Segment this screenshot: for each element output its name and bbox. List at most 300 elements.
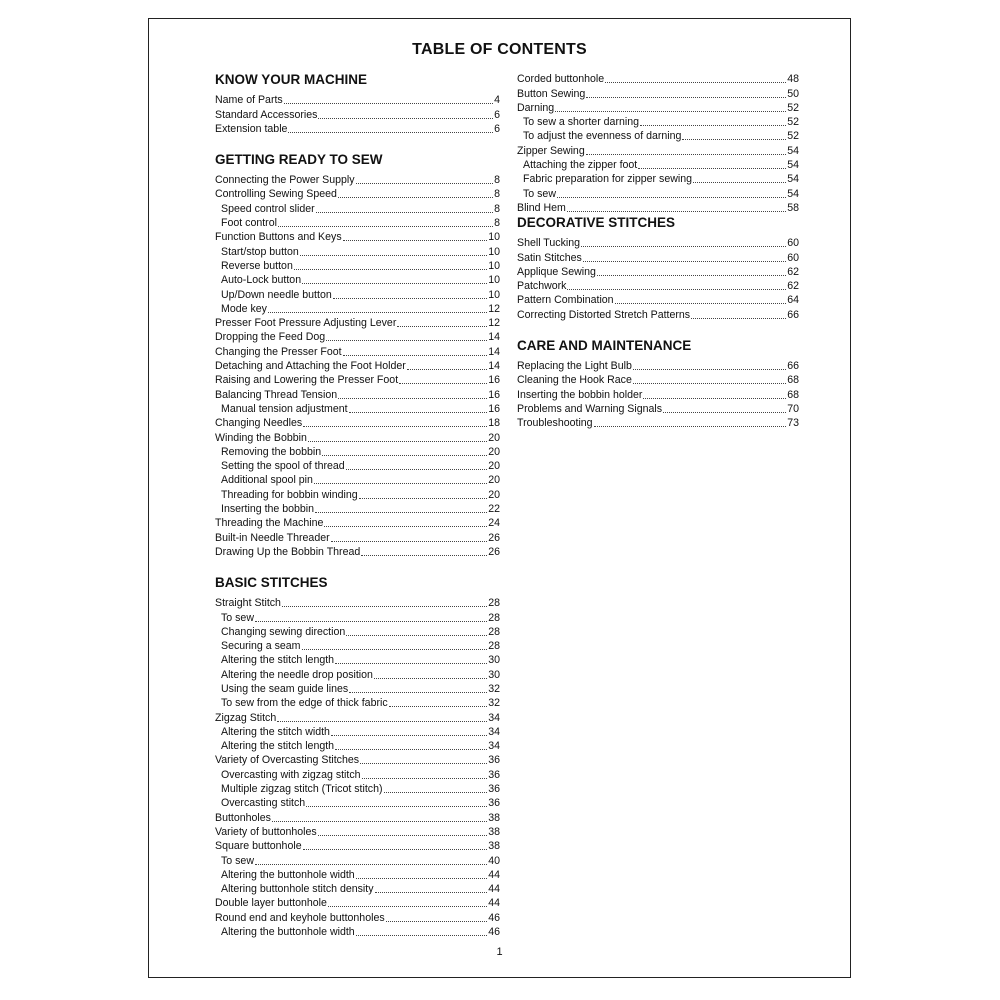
toc-entry[interactable] [215, 502, 500, 516]
toc-entry-page: 44 [488, 883, 500, 896]
toc-entry-page: 16 [488, 402, 500, 415]
toc-entry-label: Presser Foot Pressure Adjusting Lever [215, 317, 397, 330]
toc-entry-label: Shell Tucking [517, 237, 581, 250]
dot-leader [346, 469, 488, 470]
dot-leader [343, 355, 488, 356]
toc-entry[interactable] [517, 186, 799, 200]
dot-leader [691, 318, 786, 319]
toc-entry-label: Up/Down needle button [221, 288, 332, 301]
toc-entry[interactable] [215, 330, 500, 344]
dot-leader [586, 154, 786, 155]
toc-entry-label: Buttonholes [215, 811, 271, 824]
toc-entry-page: 4 [494, 94, 500, 107]
dot-leader [315, 512, 487, 513]
dot-leader [567, 211, 786, 212]
toc-entry-label: Patchwork [517, 280, 567, 293]
toc-entry[interactable] [215, 316, 500, 330]
toc-entry-page: 40 [488, 854, 500, 867]
dot-leader [302, 649, 488, 650]
toc-entry-label: Satin Stitches [517, 251, 582, 264]
toc-entry-page: 66 [787, 360, 799, 373]
toc-entry-label: Removing the bobbin [221, 445, 322, 458]
toc-entry[interactable] [215, 445, 500, 459]
dot-leader [360, 763, 487, 764]
toc-entry-label: Blind Hem [517, 201, 566, 214]
toc-entry-label: To sew [523, 187, 556, 200]
toc-entry[interactable] [215, 825, 500, 839]
toc-entry[interactable] [215, 93, 500, 107]
toc-entry-page: 8 [494, 174, 500, 187]
toc-entry-page: 14 [488, 360, 500, 373]
toc-entry-label: Troubleshooting [517, 417, 593, 430]
section-heading-decorative-stitches: DECORATIVE STITCHES [517, 214, 676, 230]
toc-entry-page: 34 [488, 711, 500, 724]
toc-entry-label: Manual tension adjustment [221, 402, 348, 415]
toc-entry-page: 52 [787, 116, 799, 129]
toc-entry[interactable] [215, 682, 500, 696]
toc-entry[interactable] [215, 107, 500, 121]
toc-entry-page: 32 [488, 697, 500, 710]
dot-leader [349, 692, 487, 693]
dot-leader [663, 412, 786, 413]
toc-entry[interactable] [215, 216, 500, 230]
toc-entry-label: Pattern Combination [517, 294, 614, 307]
page-title: TABLE OF CONTENTS [412, 41, 587, 58]
toc-entry-page: 52 [787, 130, 799, 143]
toc-entry-label: Winding the Bobbin [215, 431, 307, 444]
dot-leader [316, 212, 493, 213]
toc-entry[interactable] [215, 596, 500, 610]
toc-entry-page: 36 [488, 783, 500, 796]
toc-entry[interactable] [517, 373, 799, 387]
toc-entry-page: 50 [787, 87, 799, 100]
toc-entry-page: 54 [787, 159, 799, 172]
dot-leader [359, 498, 488, 499]
toc-entry[interactable] [517, 265, 799, 279]
toc-entry-page: 12 [488, 317, 500, 330]
toc-entry[interactable] [215, 487, 500, 501]
toc-entry-label: Cleaning the Hook Race [517, 374, 632, 387]
toc-entry[interactable] [215, 473, 500, 487]
toc-entry[interactable] [517, 86, 799, 100]
toc-entry-page: 10 [488, 274, 500, 287]
page-number: 1 [496, 946, 503, 958]
dot-leader [361, 555, 487, 556]
toc-entry-page: 34 [488, 725, 500, 738]
toc-entry-page: 26 [488, 545, 500, 558]
toc-entry[interactable] [517, 416, 799, 430]
dot-leader [557, 197, 786, 198]
toc-entry-label: Straight Stitch [215, 597, 281, 610]
toc-entry-page: 70 [787, 402, 799, 415]
toc-entry[interactable] [215, 882, 500, 896]
toc-entry-label: Using the seam guide lines [221, 682, 349, 695]
dot-leader [338, 197, 493, 198]
toc-entry-label: Additional spool pin [221, 474, 313, 487]
dot-leader [331, 541, 488, 542]
dot-leader [294, 269, 487, 270]
toc-entry[interactable] [215, 653, 500, 667]
toc-entry-page: 20 [488, 474, 500, 487]
toc-entry-page: 44 [488, 897, 500, 910]
toc-entry[interactable] [215, 344, 500, 358]
toc-entry[interactable] [215, 767, 500, 781]
toc-entry-page: 64 [787, 294, 799, 307]
toc-entry[interactable] [215, 230, 500, 244]
toc-entry-page: 44 [488, 868, 500, 881]
dot-leader [302, 283, 487, 284]
toc-entry-label: Altering the buttonhole width [221, 868, 355, 881]
toc-entry[interactable] [215, 625, 500, 639]
dot-leader [605, 82, 786, 83]
toc-entry-page: 20 [488, 431, 500, 444]
toc-entry-label: Changing sewing direction [221, 625, 346, 638]
dot-leader [282, 606, 487, 607]
toc-entry[interactable] [215, 373, 500, 387]
dot-leader [335, 749, 487, 750]
dot-leader [615, 303, 787, 304]
toc-entry-page: 8 [494, 217, 500, 230]
toc-entry-page: 22 [488, 503, 500, 516]
toc-entry-label: Overcasting with zigzag stitch [221, 768, 361, 781]
toc-entry-page: 38 [488, 811, 500, 824]
toc-entry[interactable] [215, 530, 500, 544]
toc-entry[interactable] [517, 72, 799, 86]
toc-entry-page: 66 [787, 308, 799, 321]
dot-leader [314, 483, 487, 484]
section-heading-basic-stitches: BASIC STITCHES [215, 574, 328, 590]
toc-entry[interactable] [215, 739, 500, 753]
toc-entry[interactable] [215, 545, 500, 559]
toc-entry[interactable] [215, 782, 500, 796]
toc-entry-label: Button Sewing [517, 87, 586, 100]
toc-entry-page: 46 [488, 926, 500, 939]
toc-entry-page: 16 [488, 374, 500, 387]
toc-entry-page: 36 [488, 754, 500, 767]
toc-entry[interactable] [215, 201, 500, 215]
dot-leader [583, 261, 786, 262]
dot-leader [375, 892, 488, 893]
dot-leader [328, 906, 487, 907]
dot-leader [268, 312, 487, 313]
toc-entry-label: Applique Sewing [517, 265, 596, 278]
section-heading-know-your-machine: KNOW YOUR MACHINE [215, 72, 368, 87]
toc-entry-label: Attaching the zipper foot [523, 159, 638, 172]
toc-entry-page: 30 [488, 654, 500, 667]
toc-entry-label: Altering the stitch length [221, 740, 335, 753]
toc-entry[interactable] [517, 172, 799, 186]
toc-entry-label: To sew [221, 611, 254, 624]
dot-leader [335, 663, 487, 664]
toc-entry[interactable] [215, 402, 500, 416]
toc-entry-label: Problems and Warning Signals [517, 402, 663, 415]
dot-leader [633, 383, 786, 384]
toc-entry-label: Round end and keyhole buttonholes [215, 911, 385, 924]
dot-leader [306, 806, 487, 807]
toc-entry-page: 26 [488, 531, 500, 544]
toc-entry[interactable] [215, 839, 500, 853]
toc-entry-page: 60 [787, 251, 799, 264]
toc-entry-page: 28 [488, 625, 500, 638]
toc-entry-label: Built-in Needle Threader [215, 531, 330, 544]
toc-entry-page: 8 [494, 188, 500, 201]
toc-entry-page: 36 [488, 797, 500, 810]
toc-entry-page: 6 [494, 122, 500, 135]
toc-entry-page: 18 [488, 417, 500, 430]
toc-entry-page: 8 [494, 202, 500, 215]
dot-leader [638, 168, 786, 169]
dot-leader [407, 369, 487, 370]
toc-entry-label: Changing the Presser Foot [215, 345, 342, 358]
toc-entry[interactable] [517, 359, 799, 373]
toc-entry-page: 32 [488, 682, 500, 695]
section-heading-getting-ready-to-sew: GETTING READY TO SEW [215, 151, 383, 167]
dot-leader [349, 412, 488, 413]
toc-entry-page: 10 [488, 259, 500, 272]
toc-entry-label: Variety of buttonholes [215, 825, 317, 838]
dot-leader [594, 426, 787, 427]
toc-entry-page: 28 [488, 597, 500, 610]
toc-left-column [215, 72, 500, 939]
toc-entry-label: Square buttonhole [215, 840, 302, 853]
toc-entry[interactable] [215, 925, 500, 939]
toc-entry-page: 60 [787, 237, 799, 250]
toc-entry-label: Fabric preparation for zipper sewing [523, 173, 692, 186]
toc-entry-label: To sew from the edge of thick fabric [221, 697, 388, 710]
toc-entry[interactable] [215, 359, 500, 373]
toc-right-column [517, 72, 799, 430]
toc-entry[interactable] [517, 115, 799, 129]
dot-leader [326, 340, 487, 341]
toc-entry-label: Threading the Machine [215, 517, 324, 530]
dot-leader [640, 125, 786, 126]
toc-entry[interactable] [517, 101, 799, 115]
toc-entry-page: 20 [488, 445, 500, 458]
toc-entry[interactable] [517, 158, 799, 172]
toc-entry-label: Raising and Lowering the Presser Foot [215, 374, 399, 387]
toc-entry[interactable] [215, 302, 500, 316]
toc-entry[interactable] [517, 293, 799, 307]
dot-leader [693, 182, 786, 183]
toc-entry[interactable] [215, 259, 500, 273]
toc-entry[interactable] [215, 416, 500, 430]
toc-entry-label: Securing a seam [221, 640, 301, 653]
toc-entry[interactable] [215, 896, 500, 910]
toc-entry[interactable] [215, 244, 500, 258]
toc-entry-label: Threading for bobbin winding [221, 488, 358, 501]
toc-entry-label: Altering the stitch length [221, 654, 335, 667]
toc-entry-label: To adjust the evenness of darning [523, 130, 682, 143]
dot-leader [338, 398, 487, 399]
toc-entry-label: Detaching and Attaching the Foot Holder [215, 360, 406, 373]
dot-leader [389, 706, 488, 707]
toc-entry-label: Double layer buttonhole [215, 897, 327, 910]
toc-entry[interactable] [215, 696, 500, 710]
dot-leader [567, 289, 786, 290]
toc-entry-label: Multiple zigzag stitch (Tricot stitch) [221, 783, 383, 796]
toc-entry-page: 14 [488, 345, 500, 358]
toc-entry-label: Speed control slider [221, 202, 315, 215]
dot-leader [300, 255, 487, 256]
toc-entry-label: To sew a shorter darning [523, 116, 640, 129]
toc-entry[interactable] [517, 143, 799, 157]
toc-entry-label: Start/stop button [221, 245, 299, 258]
toc-entry[interactable] [215, 516, 500, 530]
toc-entry-label: Standard Accessories [215, 108, 318, 121]
toc-entry-label: Corded buttonhole [517, 73, 605, 86]
toc-entry-label: Inserting the bobbin [221, 503, 315, 516]
dot-leader [597, 275, 786, 276]
dot-leader [324, 526, 487, 527]
dot-leader [384, 792, 488, 793]
toc-entry[interactable] [215, 287, 500, 301]
dot-leader [362, 778, 488, 779]
toc-entry[interactable] [215, 459, 500, 473]
toc-entry[interactable] [215, 173, 500, 187]
toc-entry-page: 48 [787, 73, 799, 86]
toc-entry-label: Mode key [221, 302, 267, 315]
toc-entry-page: 54 [787, 187, 799, 200]
toc-entry-label: Name of Parts [215, 94, 283, 107]
toc-entry-page: 46 [488, 911, 500, 924]
section-heading-care-and-maintenance: CARE AND MAINTENANCE [517, 337, 692, 353]
toc-entry-page: 10 [488, 245, 500, 258]
toc-entry-label: Zipper Sewing [517, 144, 585, 157]
toc-entry[interactable] [215, 796, 500, 810]
dot-leader [318, 118, 493, 119]
dot-leader [331, 735, 487, 736]
toc-entry[interactable] [517, 279, 799, 293]
toc-entry-page: 10 [488, 288, 500, 301]
dot-leader [255, 864, 487, 865]
toc-entry[interactable] [215, 430, 500, 444]
toc-entry-label: Controlling Sewing Speed [215, 188, 337, 201]
toc-entry-page: 73 [787, 417, 799, 430]
toc-entry-label: Changing Needles [215, 417, 303, 430]
toc-entry[interactable] [215, 273, 500, 287]
toc-entry[interactable] [215, 639, 500, 653]
toc-entry-page: 16 [488, 388, 500, 401]
toc-entry-page: 10 [488, 231, 500, 244]
toc-entry-label: Reverse button [221, 259, 293, 272]
toc-entry-page: 68 [787, 374, 799, 387]
toc-entry-page: 36 [488, 768, 500, 781]
dot-leader [288, 132, 493, 133]
dot-leader [318, 835, 488, 836]
toc-entry-page: 54 [787, 173, 799, 186]
dot-leader [643, 398, 786, 399]
toc-entry[interactable] [215, 810, 500, 824]
toc-entry-label: To sew [221, 854, 254, 867]
dot-leader [555, 111, 786, 112]
toc-entry-label: Inserting the bobbin holder [517, 388, 643, 401]
toc-entry-page: 28 [488, 611, 500, 624]
dot-leader [633, 369, 786, 370]
toc-entry-label: Darning [517, 101, 555, 114]
toc-entry-page: 52 [787, 101, 799, 114]
toc-entry-label: Foot control [221, 217, 277, 230]
toc-entry[interactable] [215, 667, 500, 681]
dot-leader [278, 226, 493, 227]
toc-entry-label: Function Buttons and Keys [215, 231, 342, 244]
toc-entry-page: 62 [787, 280, 799, 293]
dot-leader [284, 103, 493, 104]
toc-entry-label: Correcting Distorted Stretch Patterns [517, 308, 691, 321]
dot-leader [581, 246, 786, 247]
toc-entry[interactable] [215, 753, 500, 767]
toc-entry-label: Drawing Up the Bobbin Thread [215, 545, 361, 558]
toc-entry-label: Altering buttonhole stitch density [221, 883, 374, 896]
toc-entry-page: 38 [488, 840, 500, 853]
toc-entry-label: Variety of Overcasting Stitches [215, 754, 360, 767]
toc-entry[interactable] [517, 201, 799, 215]
toc-entry-page: 62 [787, 265, 799, 278]
toc-entry[interactable] [215, 122, 500, 136]
dot-leader [356, 183, 494, 184]
toc-entry-page: 38 [488, 825, 500, 838]
dot-leader [356, 878, 488, 879]
dot-leader [308, 441, 487, 442]
toc-entry-label: Altering the stitch width [221, 725, 330, 738]
toc-entry[interactable] [517, 250, 799, 264]
dot-leader [386, 921, 488, 922]
toc-entry[interactable] [215, 725, 500, 739]
toc-entry-page: 14 [488, 331, 500, 344]
toc-entry-label: Setting the spool of thread [221, 460, 345, 473]
toc-entry-page: 20 [488, 460, 500, 473]
toc-entry-label: Altering the needle drop position [221, 668, 373, 681]
dot-leader [356, 935, 488, 936]
dot-leader [303, 426, 487, 427]
toc-entry[interactable] [215, 710, 500, 724]
toc-entry-page: 28 [488, 640, 500, 653]
toc-entry-page: 12 [488, 302, 500, 315]
toc-entry-label: Dropping the Feed Dog [215, 331, 326, 344]
toc-entry-page: 30 [488, 668, 500, 681]
toc-entry[interactable] [517, 387, 799, 401]
toc-entry[interactable] [215, 868, 500, 882]
dot-leader [397, 326, 487, 327]
toc-entry[interactable] [215, 910, 500, 924]
toc-entry[interactable] [517, 129, 799, 143]
toc-entry[interactable] [215, 187, 500, 201]
dot-leader [272, 821, 487, 822]
dot-leader [322, 455, 487, 456]
toc-entry-label: Balancing Thread Tension [215, 388, 338, 401]
toc-entry[interactable] [517, 402, 799, 416]
dot-leader [346, 635, 487, 636]
toc-entry-page: 20 [488, 488, 500, 501]
dot-leader [303, 849, 488, 850]
toc-entry[interactable] [215, 853, 500, 867]
toc-entry[interactable] [517, 307, 799, 321]
dot-leader [682, 139, 786, 140]
toc-entry-label: Replacing the Light Bulb [517, 360, 632, 373]
toc-entry[interactable] [517, 236, 799, 250]
toc-entry-label: Connecting the Power Supply [215, 174, 355, 187]
toc-entry-label: Extension table [215, 122, 288, 135]
toc-entry-page: 54 [787, 144, 799, 157]
toc-entry-label: Auto-Lock button [221, 274, 302, 287]
dot-leader [374, 678, 487, 679]
dot-leader [333, 298, 487, 299]
dot-leader [399, 383, 487, 384]
toc-entry[interactable] [215, 610, 500, 624]
toc-entry-page: 58 [787, 201, 799, 214]
toc-entry-label: Overcasting stitch [221, 797, 306, 810]
toc-entry-page: 24 [488, 517, 500, 530]
toc-entry[interactable] [215, 387, 500, 401]
